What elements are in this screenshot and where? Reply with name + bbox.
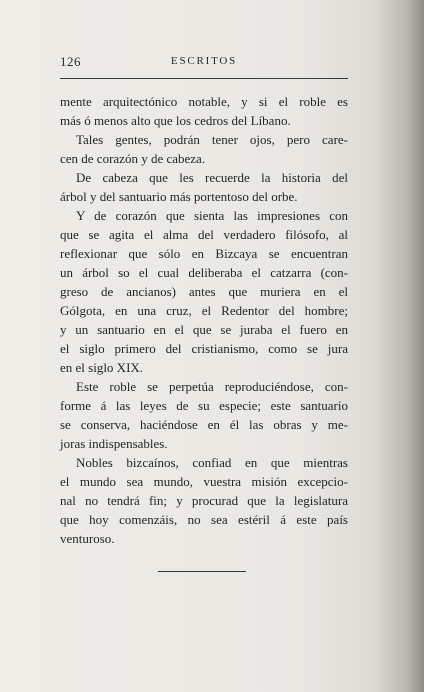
text-line: más ó menos alto que los cedros del Líbano. (60, 113, 291, 128)
text-line: el siglo primero del cristianismo, como se jura (60, 341, 348, 356)
text-line: que se agita el alma del verdadero filósofo, al (60, 227, 348, 242)
closing-rule (158, 571, 246, 572)
running-head (60, 54, 348, 74)
text-line: forme á las leyes de su especie; este santuario (60, 398, 348, 413)
text-line: el mundo sea mundo, vuestra misión excepcio- (60, 474, 348, 489)
text-line: nal no tendrá fin; y procurad que la legislatura (60, 493, 348, 508)
body-text (60, 92, 348, 548)
running-title: ESCRITOS (170, 55, 238, 67)
text-line: reflexionar que sólo en Bizcaya se encuentran (60, 246, 348, 261)
page-number: 126 (60, 54, 81, 69)
text-line: greso de ancianos) antes que muriera en el (60, 284, 348, 299)
text-line: Gólgota, en una cruz, el Redentor del hombre; (60, 303, 348, 318)
text-line: Nobles bizcaínos, confiad en que mientras (76, 455, 348, 470)
text-line: De cabeza que les recuerde la historia del (76, 170, 348, 185)
text-line: Este roble se perpetúa reproduciéndose, con- (76, 379, 348, 394)
text-line: joras indispensables. (60, 436, 168, 451)
text-line: y un santuario en el que se juraba el fuero en (60, 322, 348, 337)
text-line: Tales gentes, podrán tener ojos, pero care- (76, 132, 348, 147)
text-line: Y de corazón que sienta las impresiones con (76, 208, 348, 223)
text-line: se conserva, haciéndose en él las obras y me- (60, 417, 348, 432)
text-line: mente arquitectónico notable, y si el roble es (60, 94, 348, 109)
text-line: venturoso. (60, 531, 115, 546)
text-line: árbol y del santuario más portentoso del orbe. (60, 189, 298, 204)
text-line: cen de corazón y de cabeza. (60, 151, 206, 166)
text-line: que hoy comenzáis, no sea estéril á este país (60, 512, 348, 527)
text-line: en el siglo XIX. (60, 360, 144, 375)
text-line: un árbol so el cual deliberaba el catzarra (con- (60, 265, 348, 280)
header-rule (60, 78, 348, 79)
